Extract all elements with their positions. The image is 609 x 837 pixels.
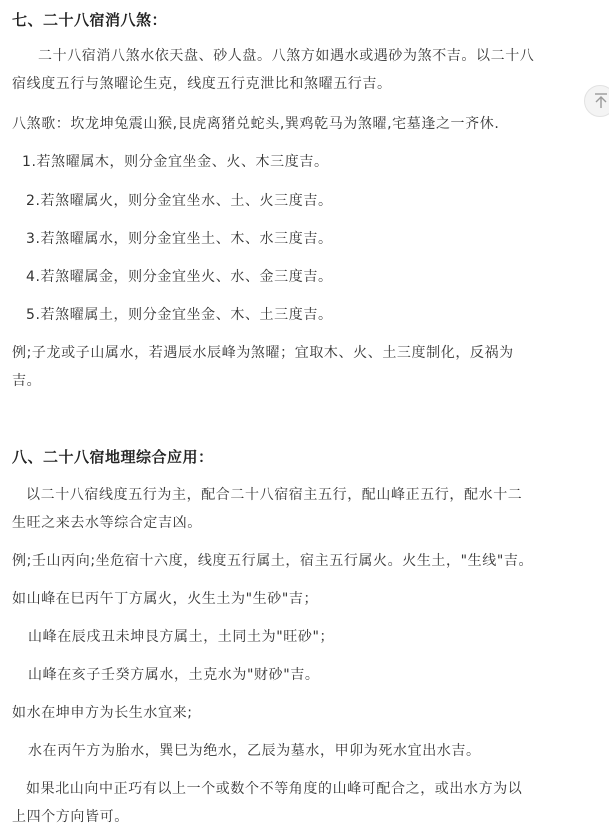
section-8-final-line-2: 上四个方向皆可。 (12, 809, 129, 825)
eight-sha-song: 八煞歌：坎龙坤兔震山猴,艮虎离猪兑蛇头,巽鸡乾马为煞曜,宅墓逢之一齐休. (12, 116, 500, 132)
water-rule-2: 水在丙午方为胎水，巽巳为绝水，乙辰为墓水，甲卯为死水宜出水吉。 (28, 743, 481, 759)
sha-rule-item-2: 2.若煞曜属火，则分金宜坐水、土、火三度吉。 (26, 193, 333, 209)
sha-rule-item-3: 3.若煞曜属水，则分金宜坐土、木、水三度吉。 (26, 231, 333, 247)
section-8-example: 例;壬山丙向;坐危宿十六度，线度五行属土，宿主五行属火。火生土，"生线"吉。 (12, 553, 534, 569)
section-8-intro-line-1: 以二十八宿线度五行为主，配合二十八宿宿主五行，配山峰正五行，配水十二 (26, 487, 523, 503)
water-rule-1: 如水在坤申方为长生水宜来; (12, 705, 193, 721)
mountain-rule-3: 山峰在亥子壬癸方属水，土克水为"财砂"吉。 (28, 667, 320, 683)
sha-rule-item-1: 1.若煞曜属木，则分金宜坐金、火、木三度吉。 (22, 154, 329, 170)
section-7-intro-line-2: 宿线度五行与煞曜论生克，线度五行克泄比和煞曜五行吉。 (12, 76, 392, 92)
section-7-example-line-2: 吉。 (12, 373, 42, 389)
section-7-heading: 七、二十八宿消八煞： (12, 11, 168, 29)
section-8-intro-line-2: 生旺之来去水等综合定吉凶。 (12, 515, 202, 531)
section-8-final-line-1: 如果北山向中正巧有以上一个或数个不等角度的山峰可配合之，或出水方为以 (26, 781, 523, 797)
mountain-rule-2: 山峰在辰戌丑未坤艮方属土，土同土为"旺砂"； (28, 629, 335, 645)
section-7-example-line-1: 例;子龙或子山属水，若遇辰水辰峰为煞曜；宜取木、火、土三度制化，反祸为 (12, 345, 514, 361)
section-7-intro-line-1: 二十八宿消八煞水依天盘、砂人盘。八煞方如遇水或遇砂为煞不吉。以二十八 (38, 48, 535, 64)
sha-rule-item-4: 4.若煞曜属金，则分金宜坐火、水、金三度吉。 (26, 269, 333, 285)
mountain-rule-1: 如山峰在巳丙午丁方属火，火生土为"生砂"吉； (12, 591, 319, 607)
scroll-to-top-button[interactable] (584, 85, 609, 117)
sha-rule-item-5: 5.若煞曜属土，则分金宜坐金、木、土三度吉。 (26, 307, 333, 323)
section-8-heading: 八、二十八宿地理综合应用： (12, 448, 214, 466)
arrow-up-icon (594, 93, 608, 109)
